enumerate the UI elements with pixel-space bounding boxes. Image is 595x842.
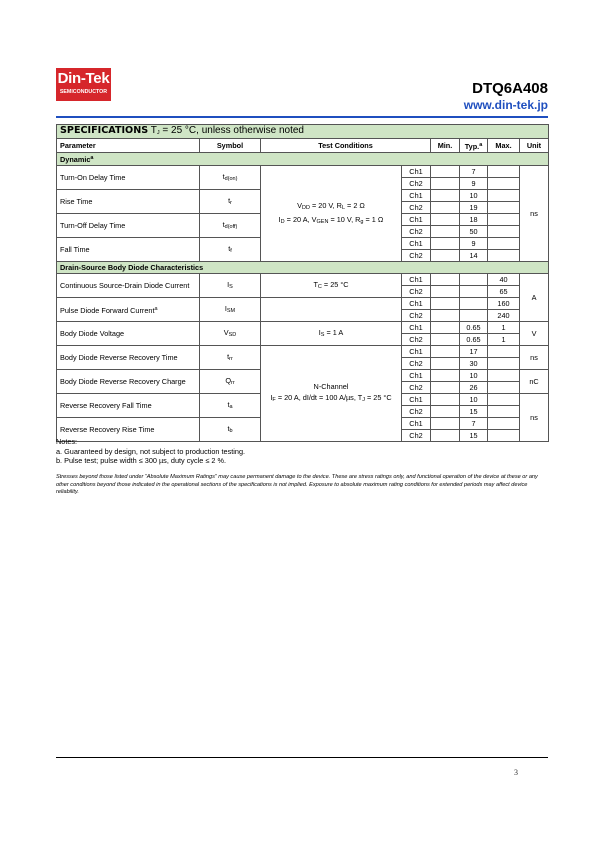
param-name: Fall Time <box>57 238 200 262</box>
min-value <box>431 250 460 262</box>
header-symbol: Symbol <box>200 139 261 153</box>
param-name: Continuous Source-Drain Diode Current <box>57 274 200 298</box>
max-value: 1 <box>488 322 520 334</box>
typ-value <box>460 310 488 322</box>
max-value <box>488 178 520 190</box>
typ-value: 30 <box>460 358 488 370</box>
switching-test-conditions: $V_{DD} = 20$ V, $R_L = 2$ Ω $I_D = 20$ A, $V_{GEN} = 10$ V, $R_g = 1$ Ω <box>261 166 402 262</box>
max-value <box>488 202 520 214</box>
param-symbol: $t_a$ <box>200 394 261 418</box>
max-value <box>488 250 520 262</box>
section-body-diode-label: Drain-Source Body Diode Characteristics <box>57 262 549 274</box>
typ-value: 15 <box>460 406 488 418</box>
min-value <box>431 310 460 322</box>
max-value <box>488 406 520 418</box>
param-name: Rise Time <box>57 190 200 214</box>
typ-value: 26 <box>460 382 488 394</box>
min-value <box>431 346 460 358</box>
max-value <box>488 418 520 430</box>
param-name: Body Diode Reverse Recovery Charge <box>57 370 200 394</box>
table-row <box>57 298 549 310</box>
param-name: Reverse Recovery Rise Time <box>57 418 200 442</box>
channel-label: Ch2 <box>402 334 431 346</box>
max-value <box>488 346 520 358</box>
table-row <box>57 274 549 286</box>
test-condition-empty <box>261 298 402 322</box>
param-name: Reverse Recovery Fall Time <box>57 394 200 418</box>
channel-label: Ch1 <box>402 346 431 358</box>
min-value <box>431 274 460 286</box>
unit-ns: ns <box>520 166 549 262</box>
note-b: b. Pulse test; pulse width ≤ 300 µs, duty cycle ≤ 2 %. <box>56 456 226 465</box>
table-header-row <box>57 139 549 153</box>
min-value <box>431 358 460 370</box>
min-value <box>431 382 460 394</box>
company-logo <box>56 68 111 101</box>
channel-label: Ch1 <box>402 298 431 310</box>
unit-a: A <box>520 274 549 322</box>
typ-value: 7 <box>460 418 488 430</box>
table-row <box>57 346 549 358</box>
param-symbol: $t_b$ <box>200 418 261 442</box>
typ-value: 10 <box>460 394 488 406</box>
min-value <box>431 166 460 178</box>
min-value <box>431 190 460 202</box>
min-value <box>431 298 460 310</box>
website-link[interactable]: www.din-tek.jp <box>463 98 548 112</box>
footer-divider <box>56 757 548 758</box>
param-symbol: $t_{rr}$ <box>200 346 261 370</box>
max-value <box>488 430 520 442</box>
max-value: 40 <box>488 274 520 286</box>
channel-label: Ch1 <box>402 418 431 430</box>
typ-value: 9 <box>460 238 488 250</box>
min-value <box>431 334 460 346</box>
min-value <box>431 406 460 418</box>
param-name: Turn-Off Delay Time <box>57 214 200 238</box>
max-value <box>488 190 520 202</box>
unit-nc: nC <box>520 370 549 394</box>
channel-label: Ch1 <box>402 274 431 286</box>
table-row <box>57 166 549 178</box>
typ-value: 7 <box>460 166 488 178</box>
param-symbol: $I_{SM}$ <box>200 298 261 322</box>
typ-value: 0.65 <box>460 334 488 346</box>
typ-value: 0.65 <box>460 322 488 334</box>
channel-label: Ch2 <box>402 406 431 418</box>
header-unit: Unit <box>520 139 549 153</box>
min-value <box>431 322 460 334</box>
max-value <box>488 166 520 178</box>
table-title: SPECIFICATIONS $T_J = 25$ °C, unless otherwise noted <box>57 125 549 139</box>
max-value: 240 <box>488 310 520 322</box>
param-name: Body Diode Voltage <box>57 322 200 346</box>
section-dynamic <box>57 153 549 166</box>
max-value <box>488 382 520 394</box>
param-name: Body Diode Reverse Recovery Time <box>57 346 200 370</box>
channel-label: Ch2 <box>402 226 431 238</box>
max-value: 160 <box>488 298 520 310</box>
param-symbol: $V_{SD}$ <box>200 322 261 346</box>
min-value <box>431 418 460 430</box>
min-value <box>431 370 460 382</box>
notes-heading: Notes: <box>56 437 78 446</box>
unit-v: V <box>520 322 549 346</box>
typ-value: 19 <box>460 202 488 214</box>
param-symbol: $t_{d(off)}$ <box>200 214 261 238</box>
unit-ns: ns <box>520 346 549 370</box>
param-name: Pulse Diode Forward Current$^a$ <box>57 298 200 322</box>
channel-label: Ch1 <box>402 238 431 250</box>
header-parameter: Parameter <box>57 139 200 153</box>
max-value <box>488 370 520 382</box>
typ-value <box>460 274 488 286</box>
max-value: 65 <box>488 286 520 298</box>
channel-label: Ch2 <box>402 286 431 298</box>
channel-label: Ch1 <box>402 166 431 178</box>
header-min: Min. <box>431 139 460 153</box>
test-condition-is: $I_S = 1$ A <box>261 322 402 346</box>
recovery-test-conditions: N-Channel $I_F = 20$ A, dI/dt = 100 A/µs, $T_J = 25$ °C <box>261 346 402 442</box>
section-body-diode <box>57 262 549 274</box>
notes <box>56 437 245 466</box>
part-number: DTQ6A408 <box>472 80 548 97</box>
typ-value: 9 <box>460 178 488 190</box>
max-value: 1 <box>488 334 520 346</box>
param-symbol: $Q_{rr}$ <box>200 370 261 394</box>
header-test-conditions: Test Conditions <box>261 139 431 153</box>
specifications-table <box>56 124 549 442</box>
table-title-row <box>57 125 549 139</box>
logo-brand: Din-Tek <box>57 70 110 87</box>
min-value <box>431 226 460 238</box>
channel-label: Ch1 <box>402 190 431 202</box>
channel-label: Ch2 <box>402 202 431 214</box>
min-value <box>431 202 460 214</box>
header-divider <box>56 116 548 118</box>
channel-label: Ch1 <box>402 394 431 406</box>
typ-value <box>460 298 488 310</box>
channel-label: Ch2 <box>402 178 431 190</box>
test-condition-tc: $T_C = 25$ °C <box>261 274 402 298</box>
max-value <box>488 394 520 406</box>
typ-value <box>460 286 488 298</box>
channel-label: Ch2 <box>402 250 431 262</box>
typ-value: 14 <box>460 250 488 262</box>
param-symbol: $t_f$ <box>200 238 261 262</box>
section-dynamic-label: Dynamic$^a$ <box>57 153 549 166</box>
channel-label: Ch1 <box>402 214 431 226</box>
min-value <box>431 394 460 406</box>
param-name: Turn-On Delay Time <box>57 166 200 190</box>
table-row <box>57 322 549 334</box>
note-a: a. Guaranteed by design, not subject to production testing. <box>56 446 246 456</box>
min-value <box>431 430 460 442</box>
min-value <box>431 286 460 298</box>
max-value <box>488 226 520 238</box>
header-typ: Typ.$^a$ <box>460 139 488 153</box>
typ-value: 10 <box>460 190 488 202</box>
max-value <box>488 238 520 250</box>
header-max: Max. <box>488 139 520 153</box>
param-symbol: $t_{d(on)}$ <box>200 166 261 190</box>
unit-ns: ns <box>520 394 549 442</box>
channel-label: Ch2 <box>402 310 431 322</box>
channel-label: Ch1 <box>402 370 431 382</box>
typ-value: 10 <box>460 370 488 382</box>
typ-value: 50 <box>460 226 488 238</box>
min-value <box>431 178 460 190</box>
channel-label: Ch2 <box>402 358 431 370</box>
channel-label: Ch1 <box>402 322 431 334</box>
param-symbol: $I_S$ <box>200 274 261 298</box>
typ-value: 18 <box>460 214 488 226</box>
channel-label: Ch2 <box>402 382 431 394</box>
max-value <box>488 214 520 226</box>
page-number: 3 <box>514 768 518 777</box>
disclaimer: Stresses beyond those listed under “Absolute Maximum Ratings” may cause permanent damage to the device. These are stress ratings only, and functional operation of the device at these or any other conditions beyond those indicated in the operational sections of the specifications is not implied. Exposure to absolute maximum rating conditions for extended periods may affect device reliability. <box>56 474 538 496</box>
min-value <box>431 214 460 226</box>
typ-value: 15 <box>460 430 488 442</box>
typ-value: 17 <box>460 346 488 358</box>
max-value <box>488 358 520 370</box>
channel-label: Ch2 <box>402 430 431 442</box>
param-symbol: $t_r$ <box>200 190 261 214</box>
min-value <box>431 238 460 250</box>
logo-subtitle: SEMICONDUCTOR <box>59 89 108 95</box>
